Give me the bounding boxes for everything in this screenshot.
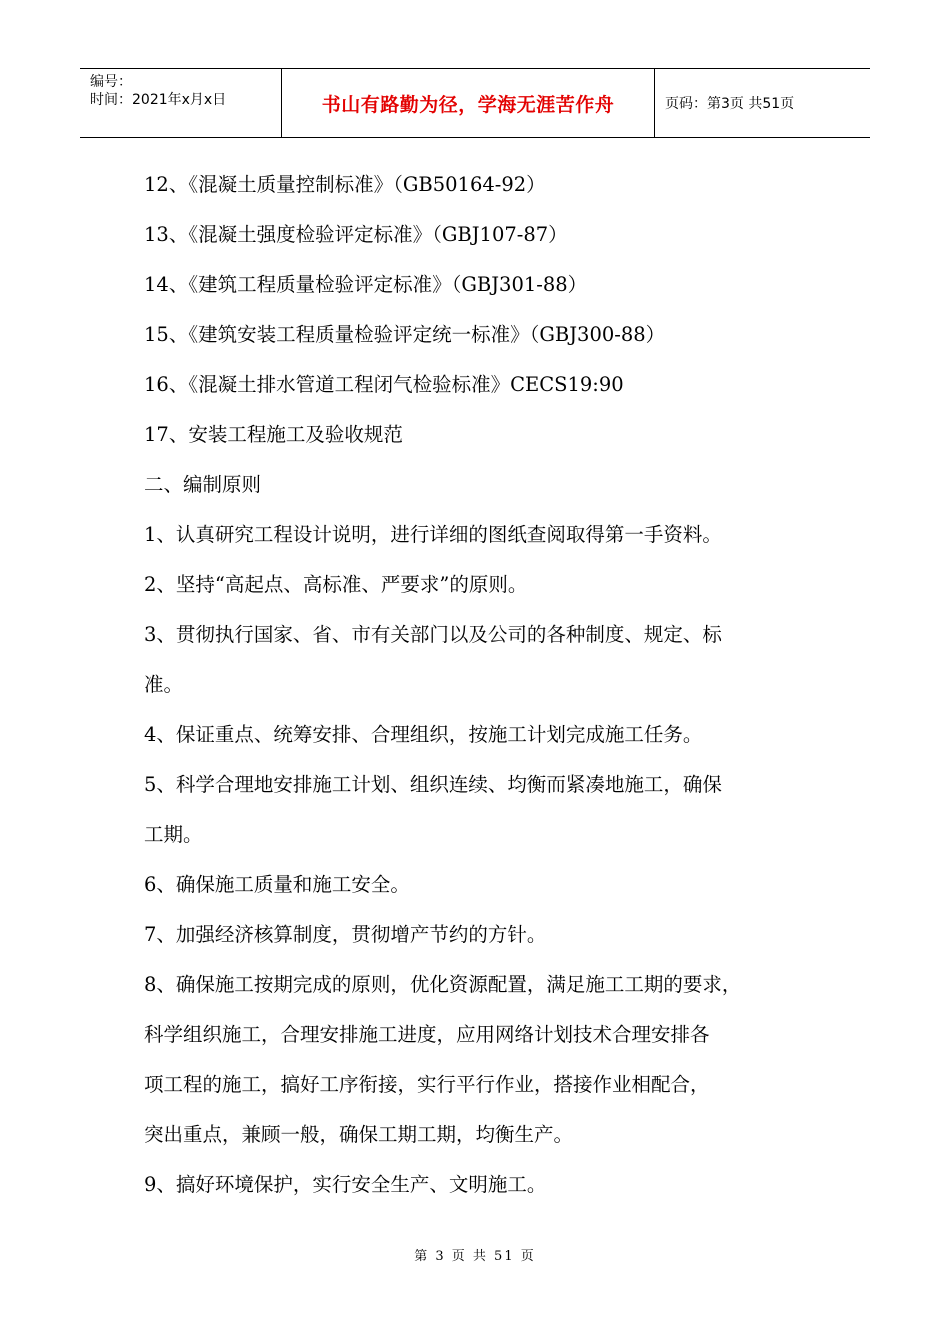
body-line: 2、坚持“高起点、高标准、严要求”的原则。: [144, 573, 528, 596]
document-header: [80, 68, 870, 138]
header-motto-cell: [282, 69, 655, 137]
body-line: 16、《混凝土排水管道工程闭气检验标准》CECS19:90: [144, 373, 624, 396]
body-line: 8、确保施工按期完成的原则，优化资源配置，满足施工工期的要求，: [144, 973, 742, 996]
body-line: 17、安装工程施工及验收规范: [144, 423, 403, 446]
page-footer: 第 3 页 共 51 页: [414, 1249, 536, 1264]
header-meta-cell: [80, 69, 282, 137]
document-body: [144, 160, 834, 1210]
document-time-label: 时间：2021年x月x日: [90, 92, 227, 108]
body-line: 9、搞好环境保护，实行安全生产、文明施工。: [144, 1173, 547, 1196]
body-line: 6、确保施工质量和施工安全。: [144, 873, 410, 896]
body-line: 3、贯彻执行国家、省、市有关部门以及公司的各种制度、规定、标: [144, 623, 722, 646]
body-line: 14、《建筑工程质量检验评定标准》（GBJ301-88）: [144, 273, 588, 296]
body-line: 5、科学合理地安排施工计划、组织连续、均衡而紧凑地施工，确保: [144, 773, 722, 796]
body-line: 准。: [144, 673, 184, 696]
body-line: 工期。: [144, 823, 203, 846]
header-motto: 书山有路勤为径，学海无涯苦作舟: [321, 93, 615, 116]
body-line: 1、认真研究工程设计说明，进行详细的图纸查阅取得第一手资料。: [144, 523, 722, 546]
body-line: 15、《建筑安装工程质量检验评定统一标准》（GBJ300-88）: [144, 323, 666, 346]
body-line: 科学组织施工，合理安排施工进度，应用网络计划技术合理安排各: [144, 1023, 710, 1046]
header-page-info: 页码：第3页 共51页: [665, 96, 795, 112]
body-line: 4、保证重点、统筹安排、合理组织，按施工计划完成施工任务。: [144, 723, 703, 746]
document-number-label: 编号：: [90, 74, 132, 90]
body-line: 突出重点，兼顾一般，确保工期工期，均衡生产。: [144, 1123, 574, 1146]
section-heading: 二、编制原则: [144, 473, 262, 496]
body-line: 13、《混凝土强度检验评定标准》（GBJ107-87）: [144, 223, 568, 246]
body-line: 12、《混凝土质量控制标准》（GB50164-92）: [144, 173, 546, 196]
body-line: 项工程的施工，搞好工序衔接，实行平行作业，搭接作业相配合，: [144, 1073, 710, 1096]
body-line: 7、加强经济核算制度，贯彻增产节约的方针。: [144, 923, 547, 946]
